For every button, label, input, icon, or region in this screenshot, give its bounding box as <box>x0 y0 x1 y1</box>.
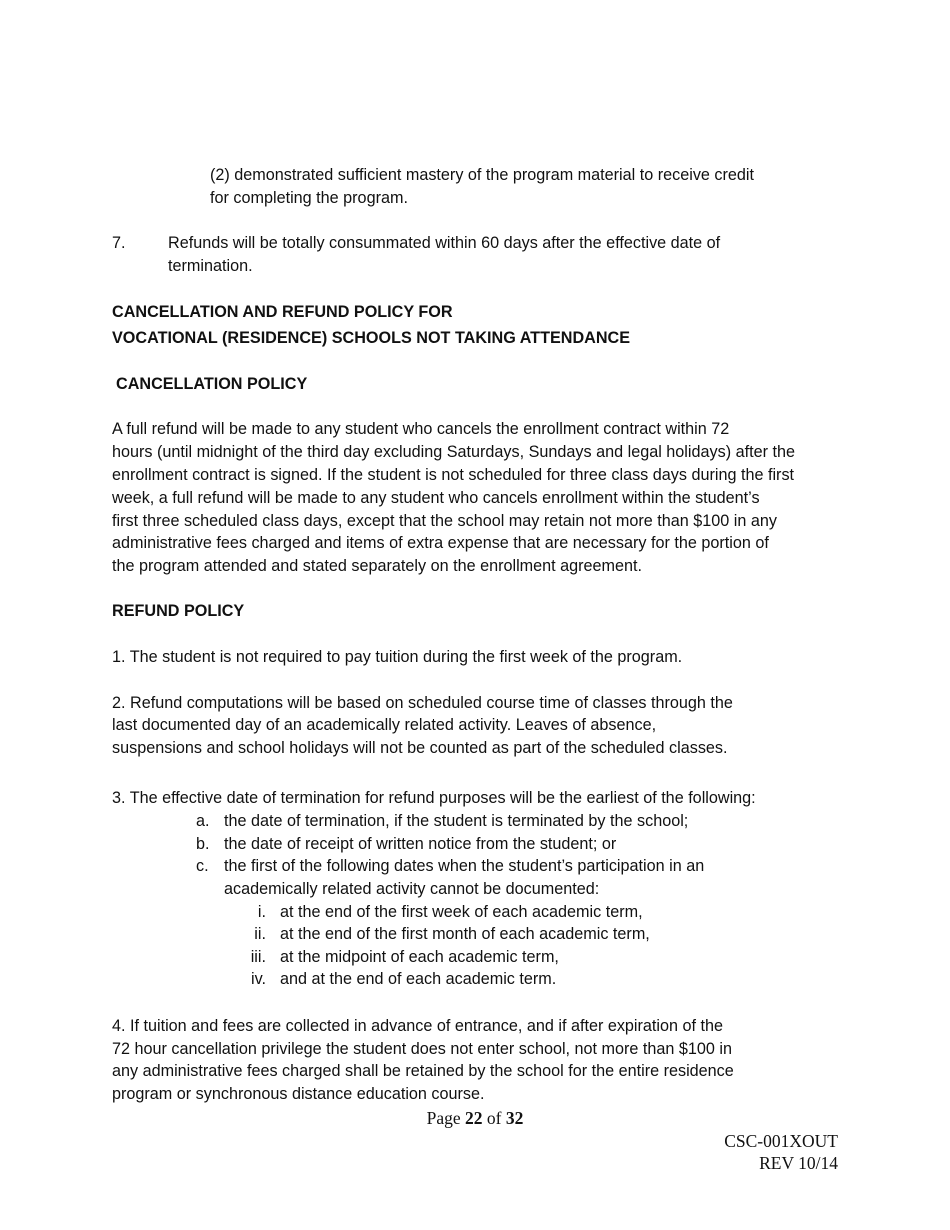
page-word: Page <box>426 1108 461 1128</box>
cancellation-line: the program attended and stated separately on the enrollment agreement. <box>112 557 643 575</box>
revision: REV 10/14 <box>759 1153 838 1173</box>
list-item: academically related activity cannot be documented: <box>224 880 600 898</box>
refund-paragraph-2-line: last documented day of an academically related activity. Leaves of absence, <box>112 716 657 734</box>
sublist-item: at the end of the first week of each academic term, <box>280 903 643 921</box>
refund-paragraph-2-line: suspensions and school holidays will not be counted as part of the scheduled classes. <box>112 739 728 757</box>
item-7-line: Refunds will be totally consummated within 60 days after the effective date of <box>168 234 721 252</box>
refund-paragraph-2-line: 2. Refund computations will be based on scheduled course time of classes through the <box>112 694 733 712</box>
cancellation-line: enrollment contract is signed. If the student is not scheduled for three class days during the first <box>112 466 795 484</box>
cancellation-line: hours (until midnight of the third day excluding Saturdays, Sundays and legal holidays) after the <box>112 443 795 461</box>
sublist-marker: iv. <box>251 970 266 988</box>
page-current: 22 <box>465 1108 483 1128</box>
sublist-item: at the midpoint of each academic term, <box>280 948 559 966</box>
refund-paragraph-1: 1. The student is not required to pay tuition during the first week of the program. <box>112 648 683 666</box>
page-number <box>0 1107 950 1129</box>
section-heading-line-2: VOCATIONAL (RESIDENCE) SCHOOLS NOT TAKING ATTENDANCE <box>112 329 630 347</box>
of-word: of <box>486 1108 502 1128</box>
refund-paragraph-4-line: program or synchronous distance education course. <box>112 1085 485 1103</box>
refund-paragraph-4-line: any administrative fees charged shall be retained by the school for the entire residence <box>112 1062 734 1080</box>
sublist-marker: iii. <box>250 948 266 966</box>
sublist-item: and at the end of each academic term. <box>280 970 557 988</box>
sublist-item: at the end of the first month of each academic term, <box>280 925 650 943</box>
list-marker: a. <box>196 812 210 830</box>
refund-paragraph-4-line: 72 hour cancellation privilege the student does not enter school, not more than $100 in <box>112 1040 733 1058</box>
item-7-line: termination. <box>168 257 253 275</box>
cancellation-line: first three scheduled class days, except that the school may retain not more than $100 in any <box>112 512 777 530</box>
list-item: the date of termination, if the student is terminated by the school; <box>224 812 689 830</box>
cancellation-line: week, a full refund will be made to any student who cancels enrollment within the student’s <box>112 489 760 507</box>
cancellation-line: administrative fees charged and items of extra expense that are necessary for the portion of <box>112 534 769 552</box>
list-marker: b. <box>196 835 210 853</box>
list-item: the first of the following dates when the student’s participation in an <box>224 857 705 875</box>
continuation-line: (2) demonstrated sufficient mastery of the program material to receive credit <box>210 166 755 184</box>
list-marker: c. <box>196 857 209 875</box>
cancellation-line: A full refund will be made to any student who cancels the enrollment contract within 72 <box>112 420 730 438</box>
page-total: 32 <box>505 1108 524 1128</box>
sublist-marker: ii. <box>254 925 266 943</box>
cancellation-policy-title: CANCELLATION POLICY <box>116 375 308 393</box>
refund-paragraph-3-intro: 3. The effective date of termination for refund purposes will be the earliest of the following: <box>112 789 756 807</box>
sublist-marker: i. <box>257 903 266 921</box>
refund-paragraph-4-line: 4. If tuition and fees are collected in advance of entrance, and if after expiration of the <box>112 1017 724 1035</box>
list-item: the date of receipt of written notice from the student; or <box>224 835 617 853</box>
item-7-number: 7. <box>112 234 126 252</box>
form-code: CSC-001XOUT <box>724 1131 838 1151</box>
continuation-line: for completing the program. <box>210 189 408 207</box>
section-heading-line-1: CANCELLATION AND REFUND POLICY FOR <box>112 303 453 321</box>
refund-policy-title: REFUND POLICY <box>112 602 245 620</box>
